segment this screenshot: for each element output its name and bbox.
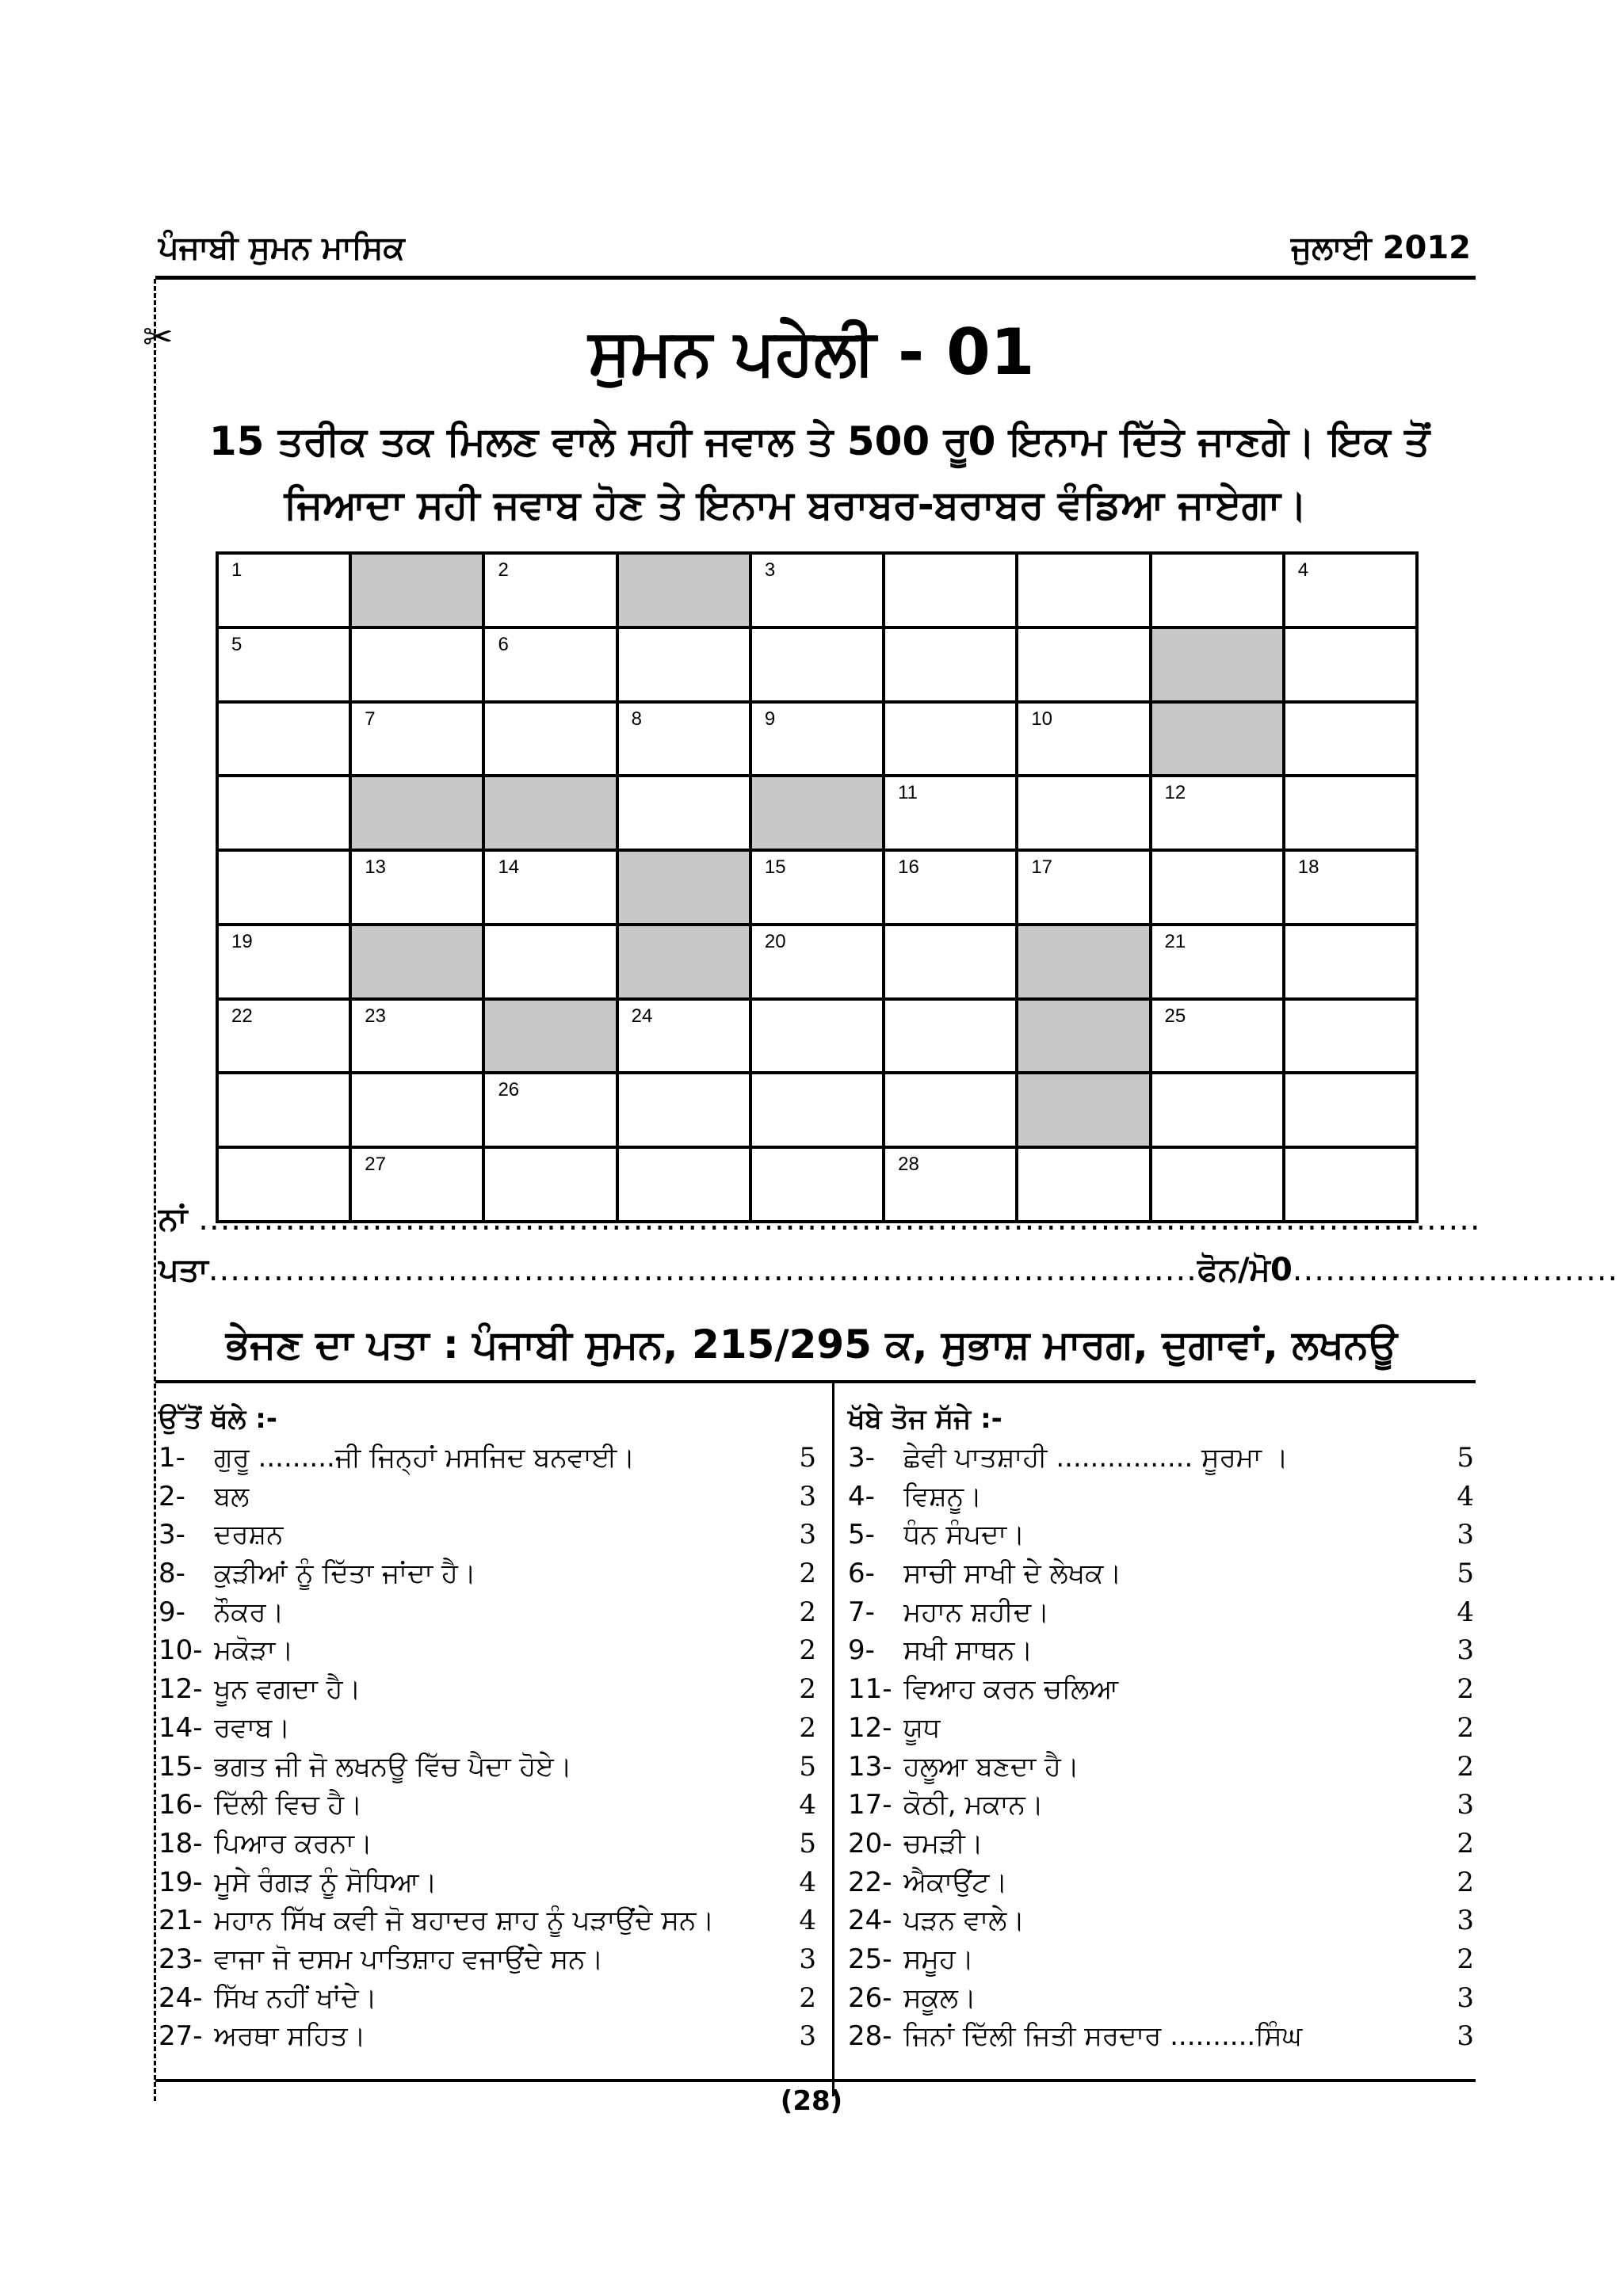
clue-text: ਵਿਸ਼ਨੂ। <box>903 1480 983 1512</box>
cell-number: 2 <box>498 559 509 581</box>
grid-cell[interactable] <box>885 926 1018 1001</box>
grid-cell[interactable] <box>752 926 885 1001</box>
grid-cell[interactable] <box>1152 852 1285 926</box>
grid-cell-blocked <box>1018 1001 1151 1075</box>
grid-cell-blocked <box>1018 926 1151 1001</box>
grid-cell[interactable] <box>885 852 1018 926</box>
grid-cell-blocked <box>1152 629 1285 704</box>
grid-cell-blocked <box>485 777 618 852</box>
grid-cell[interactable] <box>1152 777 1285 852</box>
grid-cell[interactable] <box>885 777 1018 852</box>
clue-row <box>158 1979 816 2018</box>
clue-text: ਖੂਨ ਵਗਦਾ ਹੈ। <box>214 1673 361 1706</box>
clue-text: ਨੌਕਰ। <box>214 1596 285 1628</box>
grid-cell[interactable] <box>752 629 885 704</box>
cell-number: 18 <box>1297 856 1319 879</box>
down-heading: ਉੱਤੋਂ ਥੱਲੇ :- <box>158 1403 277 1435</box>
clue-text: ਮਹਾਨ ਸਿੱਖ ਕਵੀ ਜੋ ਬਹਾਦਰ ਸ਼ਾਹ ਨੂੰ ਪੜਾਉਂਦੇ ਸਨ। <box>214 1905 715 1937</box>
grid-cell-blocked <box>352 777 485 852</box>
grid-cell-blocked <box>619 555 752 629</box>
grid-cell[interactable] <box>352 1074 485 1149</box>
cell-number: 17 <box>1031 856 1053 879</box>
clue-text: ਮਹਾਨ ਸ਼ਹੀਦ। <box>903 1596 1050 1628</box>
clue-length: 3 <box>1457 2020 1474 2053</box>
issue-date: ਜੁਲਾਈ 2012 <box>1291 230 1471 266</box>
clue-length: 2 <box>1457 1711 1474 1744</box>
cell-number: 9 <box>764 707 776 730</box>
cell-number: 23 <box>365 1005 386 1027</box>
grid-cell[interactable] <box>1018 852 1151 926</box>
clue-text: ਰਵਾਬ। <box>214 1711 291 1744</box>
clue-row <box>158 2017 816 2056</box>
clue-length: 5 <box>799 1750 816 1783</box>
cell-number: 5 <box>231 633 242 655</box>
grid-cell[interactable] <box>885 704 1018 778</box>
clue-text: ਸਿੱਖ ਨਹੀਂ ਖਾਂਦੇ। <box>214 1981 377 2014</box>
clue-length: 3 <box>799 1480 816 1512</box>
clue-text: ਦਿੱਲੀ ਵਿਚ ਹੈ। <box>214 1789 363 1821</box>
cell-number: 12 <box>1164 782 1186 804</box>
clue-number: 19- <box>158 1866 203 1898</box>
clue-length: 4 <box>799 1789 816 1821</box>
cell-number: 13 <box>365 856 386 879</box>
grid-cell[interactable] <box>1152 1001 1285 1075</box>
grid-cell[interactable] <box>1285 704 1419 778</box>
clue-row <box>848 1709 1474 1748</box>
clue-number: 5- <box>848 1519 875 1551</box>
clue-length: 3 <box>1457 1634 1474 1667</box>
grid-cell[interactable] <box>485 926 618 1001</box>
grid-cell-blocked <box>485 1001 618 1075</box>
grid-cell[interactable] <box>619 1001 752 1075</box>
clue-text: ਸਖੀ ਸਾਥਨ। <box>903 1634 1033 1667</box>
grid-cell[interactable] <box>1285 852 1419 926</box>
grid-cell[interactable] <box>619 629 752 704</box>
grid-cell[interactable] <box>1152 926 1285 1001</box>
clue-length: 2 <box>799 1981 816 2014</box>
clue-number: 28- <box>848 2020 892 2053</box>
clue-text: ਵਾਜਾ ਜੋ ਦਸਮ ਪਾਤਿਸ਼ਾਹ ਵਜਾਉਂਦੇ ਸਨ। <box>214 1943 604 1975</box>
cell-number: 26 <box>498 1079 520 1101</box>
clue-text: ਸਕੂਲ। <box>903 1981 976 2014</box>
clue-text: ਜਿਨਾਂ ਦਿੱਲੀ ਜਿਤੀ ਸਰਦਾਰ ..........ਸਿੰਘ <box>903 2020 1303 2053</box>
clue-row <box>158 1709 816 1748</box>
grid-cell[interactable] <box>752 555 885 629</box>
clue-row <box>848 1979 1474 2018</box>
grid-cell[interactable] <box>485 852 618 926</box>
clue-text: ਐਕਾਉਂਟ। <box>903 1866 1008 1898</box>
clue-text: ਗੁਰੂ .........ਜੀ ਜਿਨ੍ਹਾਂ ਮਸਜਿਦ ਬਨਵਾਈ। <box>214 1442 636 1474</box>
cell-number: 24 <box>631 1005 653 1027</box>
clue-length: 2 <box>799 1634 816 1667</box>
grid-cell[interactable] <box>619 777 752 852</box>
clue-length: 3 <box>799 1519 816 1551</box>
clue-text: ਚਮੜੀ। <box>903 1827 983 1859</box>
clue-length: 2 <box>1457 1750 1474 1783</box>
clue-row <box>158 1478 816 1516</box>
clue-number: 25- <box>848 1943 892 1975</box>
clue-text: ਹਲੂਆ ਬਣਦਾ ਹੈ। <box>903 1750 1079 1783</box>
grid-cell[interactable] <box>752 1001 885 1075</box>
grid-cell[interactable] <box>219 1074 352 1149</box>
clue-text: ਬਲ <box>214 1480 250 1512</box>
across-clues <box>848 1399 1474 2056</box>
intro-line-2: ਜਿਆਦਾ ਸਹੀ ਜਵਾਬ ਹੋਣ ਤੇ ਇਨਾਮ ਬਰਾਬਰ-ਬਰਾਬਰ ਵੰਡਿਆ ਜਾਏਗਾ। <box>284 482 1308 528</box>
grid-cell[interactable] <box>1285 1001 1419 1075</box>
grid-cell[interactable] <box>1285 629 1419 704</box>
name-label: ਨਾਂ <box>158 1201 188 1238</box>
clue-length: 2 <box>799 1711 816 1744</box>
clue-length: 4 <box>1457 1596 1474 1628</box>
clue-number: 13- <box>848 1750 892 1783</box>
name-field[interactable] <box>158 1201 1481 1238</box>
clue-length: 4 <box>1457 1480 1474 1512</box>
cell-number: 1 <box>231 559 242 581</box>
clue-text: ਛੇਵੀ ਪਾਤਸ਼ਾਹੀ ................ ਸੂਰਮਾ । <box>903 1442 1289 1474</box>
grid-cell[interactable] <box>1018 629 1151 704</box>
grid-cell-blocked <box>619 926 752 1001</box>
grid-cell[interactable] <box>219 555 352 629</box>
send-address: ਭੇਜਣ ਦਾ ਪਤਾ : ਪੰਜਾਬੀ ਸੁਮਨ, 215/295 ਕ, ਸੁਭਾਸ਼ ਮਾਰਗ, ਦੁਗਾਵਾਂ, ਲਖਨਊ <box>225 1322 1398 1367</box>
grid-cell[interactable] <box>219 1001 352 1075</box>
clue-number: 1- <box>158 1442 185 1474</box>
cell-number: 15 <box>764 856 786 879</box>
clue-row <box>158 1670 816 1709</box>
clue-length: 2 <box>799 1558 816 1590</box>
grid-cell[interactable] <box>352 629 485 704</box>
grid-cell[interactable] <box>885 1074 1018 1149</box>
clue-row <box>158 1825 816 1863</box>
clue-number: 16- <box>158 1789 203 1821</box>
clue-length: 5 <box>1457 1442 1474 1474</box>
clue-length: 2 <box>799 1673 816 1706</box>
clue-number: 20- <box>848 1827 892 1859</box>
grid-cell[interactable] <box>485 629 618 704</box>
grid-cell[interactable] <box>219 926 352 1001</box>
clue-number: 9- <box>848 1634 875 1667</box>
address-dots: ........................................................................................... <box>208 1252 1197 1288</box>
grid-cell[interactable] <box>752 852 885 926</box>
grid-cell[interactable] <box>1018 555 1151 629</box>
clue-row <box>848 1786 1474 1825</box>
clue-row <box>158 1748 816 1787</box>
grid-cell-blocked <box>619 852 752 926</box>
grid-cell[interactable] <box>219 852 352 926</box>
phone-label: ਫੋਨ/ਮੋ0 <box>1197 1252 1293 1288</box>
clue-length: 5 <box>1457 1558 1474 1590</box>
clue-row <box>158 1901 816 1940</box>
clue-length: 3 <box>1457 1905 1474 1937</box>
grid-cell-blocked <box>752 777 885 852</box>
clue-text: ਵਿਆਹ ਕਰਨ ਚਲਿਆ <box>903 1673 1119 1706</box>
clue-text: ਮਕੋੜਾ। <box>214 1634 294 1667</box>
clue-row <box>158 1940 816 1979</box>
clue-text: ਸਾਚੀ ਸਾਖੀ ਦੇ ਲੇਖਕ। <box>903 1558 1122 1590</box>
cell-number: 22 <box>231 1005 253 1027</box>
clue-row <box>848 1863 1474 1902</box>
page-number: (28) <box>780 2085 843 2117</box>
cell-number: 14 <box>498 856 520 879</box>
clue-text: ਮੂਸੇ ਰੰਗੜ ਨੂੰ ਸੋਧਿਆ। <box>214 1866 437 1898</box>
clue-number: 10- <box>158 1634 203 1667</box>
clue-row <box>848 1940 1474 1979</box>
grid-cell[interactable] <box>1152 1074 1285 1149</box>
clues-column-divider <box>832 1383 834 2096</box>
clue-number: 21- <box>158 1905 203 1937</box>
grid-cell[interactable] <box>219 629 352 704</box>
address-label: ਪਤਾ <box>158 1252 208 1288</box>
cell-number: 4 <box>1297 559 1309 581</box>
clue-text: ਪੜਨ ਵਾਲੇ। <box>903 1905 1025 1937</box>
phone-dots: .............................. <box>1292 1252 1619 1288</box>
clue-length: 2 <box>1457 1866 1474 1898</box>
grid-cell[interactable] <box>619 1074 752 1149</box>
cut-line <box>154 279 156 2101</box>
grid-cell[interactable] <box>1285 1074 1419 1149</box>
clue-row <box>848 1670 1474 1709</box>
clue-row <box>158 1439 816 1478</box>
grid-cell[interactable] <box>352 852 485 926</box>
puzzle-title: ਸੁਮਨ ਪਹੇਲੀ - 01 <box>588 315 1035 389</box>
clue-text: ਸਮੂਹ। <box>903 1943 974 1975</box>
cell-number: 25 <box>1164 1005 1186 1027</box>
clue-text: ਅਰਥਾ ਸਹਿਤ। <box>214 2020 366 2053</box>
clue-text: ਕੋਠੀ, ਮਕਾਨ। <box>903 1789 1044 1821</box>
clue-length: 2 <box>1457 1827 1474 1859</box>
clue-length: 4 <box>799 1905 816 1937</box>
clue-row <box>848 1478 1474 1516</box>
clue-length: 2 <box>799 1596 816 1628</box>
name-dots: ...................................................................................................................... <box>198 1201 1481 1238</box>
grid-cell[interactable] <box>219 704 352 778</box>
grid-cell[interactable] <box>1285 926 1419 1001</box>
clue-number: 24- <box>158 1981 203 2014</box>
clue-row <box>158 1554 816 1593</box>
clue-text: ਭਗਤ ਜੀ ਜੋ ਲਖਨਊ ਵਿੱਚ ਪੈਦਾ ਹੋਏ। <box>214 1750 572 1783</box>
clue-length: 3 <box>1457 1519 1474 1551</box>
grid-cell[interactable] <box>619 704 752 778</box>
clue-row <box>158 1516 816 1554</box>
clue-length: 2 <box>1457 1673 1474 1706</box>
down-clues <box>158 1399 816 2056</box>
clue-text: ਦਰਸ਼ਨ <box>214 1519 284 1551</box>
grid-cell[interactable] <box>485 1074 618 1149</box>
clue-number: 7- <box>848 1596 875 1628</box>
grid-cell[interactable] <box>885 629 1018 704</box>
grid-cell[interactable] <box>885 555 1018 629</box>
clue-row <box>158 1786 816 1825</box>
clue-row <box>848 1593 1474 1632</box>
cell-number: 7 <box>365 707 376 730</box>
clue-number: 12- <box>848 1711 892 1744</box>
clue-row <box>848 1439 1474 1478</box>
clue-number: 12- <box>158 1673 203 1706</box>
clue-number: 24- <box>848 1905 892 1937</box>
header-rule <box>155 276 1476 280</box>
clue-row <box>848 1901 1474 1940</box>
clue-length: 5 <box>799 1442 816 1474</box>
clue-number: 8- <box>158 1558 185 1590</box>
cell-number: 28 <box>898 1154 919 1176</box>
grid-cell-blocked <box>1152 704 1285 778</box>
clue-length: 3 <box>799 1943 816 1975</box>
cell-number: 27 <box>365 1154 386 1176</box>
clue-row <box>158 1593 816 1632</box>
cell-number: 19 <box>231 930 253 952</box>
clue-length: 5 <box>799 1827 816 1859</box>
clue-number: 3- <box>158 1519 185 1551</box>
clue-length: 3 <box>1457 1789 1474 1821</box>
grid-cell[interactable] <box>1152 555 1285 629</box>
grid-cell-blocked <box>352 926 485 1001</box>
cell-number: 20 <box>764 930 786 952</box>
clue-number: 6- <box>848 1558 875 1590</box>
clue-length: 3 <box>1457 1981 1474 2014</box>
clue-row <box>848 2017 1474 2056</box>
clue-number: 2- <box>158 1480 185 1512</box>
clue-number: 9- <box>158 1596 185 1628</box>
cell-number: 11 <box>898 782 918 804</box>
grid-cell-blocked <box>352 555 485 629</box>
clue-text: ਯੂਧ <box>903 1711 941 1744</box>
clue-number: 22- <box>848 1866 892 1898</box>
cell-number: 10 <box>1031 707 1053 730</box>
clue-length: 2 <box>1457 1943 1474 1975</box>
grid-cell[interactable] <box>1285 777 1419 852</box>
grid-cell[interactable] <box>352 704 485 778</box>
cell-number: 6 <box>498 633 509 655</box>
clue-number: 23- <box>158 1943 203 1975</box>
clue-length: 4 <box>799 1866 816 1898</box>
clue-number: 14- <box>158 1711 203 1744</box>
grid-cell[interactable] <box>752 704 885 778</box>
clue-number: 11- <box>848 1673 892 1706</box>
cell-number: 8 <box>631 707 643 730</box>
grid-cell[interactable] <box>219 777 352 852</box>
footer-rule <box>155 2079 1476 2082</box>
clue-number: 17- <box>848 1789 892 1821</box>
clue-text: ਧੰਨ ਸੰਪਦਾ। <box>903 1519 1025 1551</box>
clue-number: 15- <box>158 1750 203 1783</box>
grid-cell[interactable] <box>1285 555 1419 629</box>
grid-cell[interactable] <box>352 1001 485 1075</box>
clue-row <box>158 1863 816 1902</box>
grid-cell[interactable] <box>885 1001 1018 1075</box>
grid-cell[interactable] <box>1018 704 1151 778</box>
clue-number: 3- <box>848 1442 875 1474</box>
clue-length: 3 <box>799 2020 816 2053</box>
clue-number: 27- <box>158 2020 203 2053</box>
grid-cell[interactable] <box>485 555 618 629</box>
grid-cell[interactable] <box>485 704 618 778</box>
clue-row <box>848 1748 1474 1787</box>
clue-row <box>848 1516 1474 1554</box>
clue-number: 18- <box>158 1827 203 1859</box>
clue-text: ਪਿਆਰ ਕਰਨਾ। <box>214 1827 372 1859</box>
grid-cell[interactable] <box>1018 777 1151 852</box>
crossword-grid <box>216 551 1419 1223</box>
clue-row <box>848 1631 1474 1670</box>
intro-line-1: 15 ਤਰੀਕ ਤਕ ਮਿਲਣ ਵਾਲੇ ਸਹੀ ਜਵਾਲ ਤੇ 500 ਰੂ0 ਇਨਾਮ ਦਿੱਤੇ ਜਾਣਗੇ। ਇਕ ਤੋਂ <box>208 418 1430 464</box>
cell-number: 16 <box>898 856 919 879</box>
address-field[interactable] <box>158 1252 1618 1288</box>
clue-row <box>158 1631 816 1670</box>
cell-number: 21 <box>1164 930 1186 952</box>
grid-cell[interactable] <box>752 1074 885 1149</box>
clue-number: 26- <box>848 1981 892 2014</box>
cell-number: 3 <box>764 559 776 581</box>
grid-cell-blocked <box>1018 1074 1151 1149</box>
clue-number: 4- <box>848 1480 875 1512</box>
across-heading: ਖੱਬੇ ਤੋਜ ਸੱਜੇ :- <box>848 1403 1002 1435</box>
scissors-icon: ✂ <box>143 315 174 358</box>
clues-top-rule <box>155 1380 1476 1383</box>
magazine-name: ਪੰਜਾਬੀ ਸੁਮਨ ਮਾਸਿਕ <box>158 230 405 266</box>
clue-text: ਕੁੜੀਆਂ ਨੂੰ ਦਿੱਤਾ ਜਾਂਦਾ ਹੈ। <box>214 1558 476 1590</box>
clue-row <box>848 1825 1474 1863</box>
clue-row <box>848 1554 1474 1593</box>
